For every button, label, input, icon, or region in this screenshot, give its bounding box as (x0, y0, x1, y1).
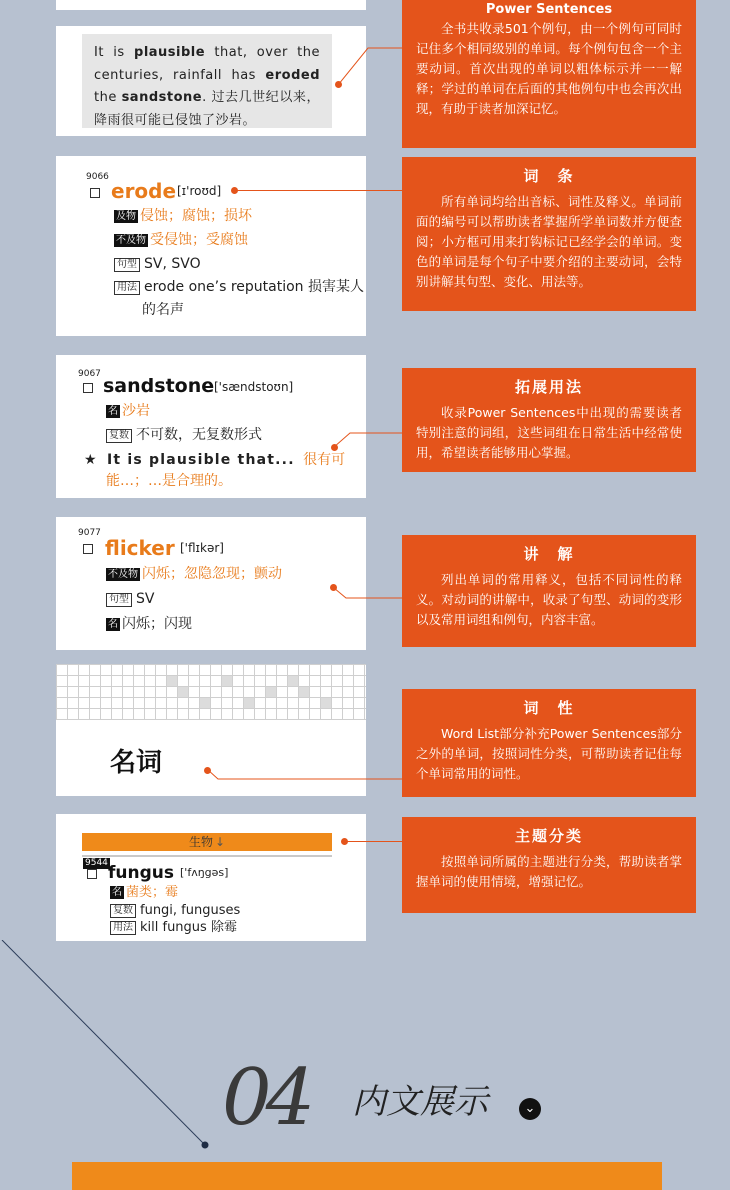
headword: fungus (108, 863, 174, 883)
grid-cell (178, 687, 188, 697)
connector-line-5 (208, 770, 404, 782)
meaning-row: 不及物 闪烁；忽隐忽现；颤动 (108, 566, 282, 582)
pos-title: 词 性 (523, 699, 575, 717)
topic-rule (82, 855, 332, 857)
learned-checkbox[interactable] (83, 383, 93, 393)
learned-checkbox[interactable] (83, 544, 93, 554)
pattern-row: 句型 SV, SVO (114, 254, 201, 274)
decorative-diagonal-line (0, 940, 215, 1150)
entry-explanation-box (402, 157, 696, 311)
learned-checkbox[interactable] (87, 869, 97, 879)
explain-title: 讲 解 (523, 545, 575, 563)
bottom-orange-bar (72, 1162, 662, 1190)
grid-cell (321, 698, 331, 708)
entry-number: 9066 (86, 172, 109, 182)
extension-box (402, 368, 696, 472)
headword: erode (111, 179, 177, 203)
meaning-row: 不及物 受侵蚀；受腐蚀 (116, 232, 248, 248)
pos-box (402, 689, 696, 797)
headword: flicker (105, 536, 175, 560)
entry-title: 词 条 (523, 167, 575, 185)
connector-line-6 (346, 841, 402, 842)
pattern-row: 句型 SV (106, 589, 154, 609)
connector-line-2 (236, 190, 402, 191)
plural-row: 复数 不可数，无复数形式 (106, 425, 262, 445)
explain-box (402, 535, 696, 647)
meaning-row: 及物 侵蚀；腐蚀；损坏 (116, 208, 252, 224)
power-sentences-title: Power Sentences (485, 2, 613, 17)
section-number: 04 (222, 1053, 310, 1143)
phonetic: [ɪ'roʊd] (177, 184, 222, 198)
grid-cell (200, 698, 210, 708)
extension-title: 拓展用法 (514, 378, 583, 396)
grid-cell (299, 687, 309, 697)
usage-row: 用法 kill fungus 除霉 (110, 919, 237, 936)
noun-row: 名 菌类；霉 (112, 885, 179, 900)
pos-label: 名词 (110, 748, 163, 778)
section-title: 内文展示 (352, 1082, 488, 1122)
grid-cell (244, 698, 254, 708)
extension-body: 收录Power Sentences中出现的需要读者特别注意的词组，这些词组在日常生活中经常使用，希望读者能够用心掌握。 (416, 405, 682, 460)
entry-number: 9067 (78, 369, 101, 379)
top-card-fragment (56, 0, 366, 10)
topic-box (402, 817, 696, 913)
connector-line-1 (338, 46, 404, 86)
connector-line-3 (334, 432, 404, 450)
plural-row: 复数 fungi, funguses (110, 902, 240, 919)
entry-number: 9077 (78, 528, 101, 538)
grid-cell (167, 676, 177, 686)
grid-cell (222, 676, 232, 686)
usage-row-cont: 的名声 (142, 302, 184, 318)
grid-cell (288, 676, 298, 686)
noun-row: 名 沙岩 (108, 403, 150, 419)
entry-body: 所有单词均给出音标、词性及释义。单词前面的编号可以帮助读者掌握所学单词数并方便查阅；小方框可用来打钩标记已经学会的单词。变色的单词是每个句子中要介绍的主要动词，会特别讲解其句型、变化、用法等。 (416, 194, 682, 289)
noun-row: 名 闪烁；闪现 (108, 616, 192, 632)
phonetic: ['sændstoʊn] (214, 380, 294, 394)
entry-card-sandstone (56, 355, 366, 498)
explain-body: 列出单词的常用释义，包括不同词性的释义。对动词的讲解中，收录了句型、动词的变形以及常用词组和例句，内容丰富。 (416, 572, 682, 627)
power-sentences-box (402, 0, 696, 148)
topic-card (56, 814, 366, 941)
grid-cell (266, 687, 276, 697)
pos-body: Word List部分补充Power Sentences部分之外的单词，按照词性分类，可帮助读者记住每个单词常用的词性。 (416, 726, 682, 781)
connector-line-4 (334, 588, 404, 602)
topic-bar: 生物 ↓ (82, 833, 332, 851)
topic-body: 按照单词所属的主题进行分类，帮助读者掌握单词的使用情境，增强记忆。 (416, 854, 682, 889)
headword: sandstone (103, 375, 215, 397)
sample-sentence-card (56, 26, 366, 136)
phrase-meaning-cont: 能…；…是合理的。 (106, 473, 232, 489)
phonetic: ['flɪkər] (180, 541, 224, 555)
topic-title: 主题分类 (514, 827, 583, 845)
phonetic: ['fʌŋgəs] (180, 866, 229, 879)
usage-row: 用法 erode one’s reputation 损害某人 (114, 277, 364, 297)
power-sentences-body: 全书共收录501个例句，由一个例句可同时记住多个相同级别的单词。每个例句包含一个主要动词。首次出现的单词以粗体标示并一一解释；学过的单词在后面的其他例句中也会再次出现，有助于读者加深记忆。 (416, 21, 682, 116)
chevron-down-icon[interactable]: ⌄ (519, 1098, 541, 1120)
entry-number: 9544 (85, 858, 108, 868)
entry-card-flicker (56, 517, 366, 650)
sample-sentence: It is plausible that, over the centuries, rainfall has eroded the sandstone. 过去几世纪以来，降雨很可能已侵蚀了沙岩。 (82, 34, 332, 128)
entry-card-erode (56, 156, 366, 336)
learned-checkbox[interactable] (90, 188, 100, 198)
phrase-row: ★ It is plausible that... 很有可 (84, 452, 346, 468)
grid-pattern (56, 664, 366, 720)
